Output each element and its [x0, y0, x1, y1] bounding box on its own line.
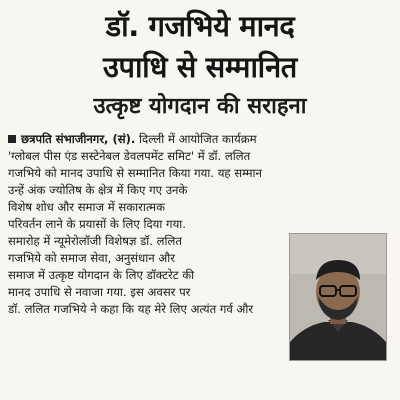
portrait-photo — [289, 233, 387, 361]
headline — [0, 0, 400, 88]
article-line-8: गजभिये को समाज सेवा, अनुसंधान और — [8, 251, 175, 265]
portrait-illustration — [290, 234, 386, 360]
article-line-4: उन्हें अंक ज्योतिष के क्षेत्र में किए गए उनके — [8, 183, 188, 197]
article-line-9: समाज में उत्कृष्ट योगदान के लिए डॉक्टरेट की — [8, 268, 195, 282]
article-line-11: डॉ. ललित गजभिये ने कहा कि यह मेरे लिए अत्यंत गर्व और — [8, 302, 254, 316]
article-line-3: गजभिये को मानद उपाधि से सम्मानित किया गया. यह सम्मान — [8, 166, 262, 180]
article-line-2: 'ग्लोबल पीस एंड सस्टेनेबल डेवलपमेंट समिट' में डॉ. ललित — [8, 149, 251, 163]
headline-line-1: डॉ. गजभिये मानद — [105, 9, 295, 43]
article-line-6: परिवर्तन लाने के प्रयासों के लिए दिया गया. — [8, 217, 186, 231]
article-line-10: मानद उपाधि से नवाजा गया. इस अवसर पर — [8, 285, 191, 299]
subheadline: उत्कृष्ट योगदान की सराहना — [93, 94, 307, 119]
article-line-1 — [8, 131, 390, 148]
article-text: दिल्ली में आयोजित कार्यक्रम — [139, 132, 257, 146]
bullet-marker — [8, 135, 16, 143]
headline-line-2: उपाधि से सम्मानित — [103, 50, 297, 84]
article-line-5: विशेष शोध और समाज में सकारात्मक — [8, 200, 165, 214]
dateline: छत्रपति संभाजीनगर, (सं). — [21, 132, 136, 146]
article-line-7: समारोह में न्यूमेरोलॉजी विशेषज्ञ डॉ. ललित — [8, 234, 183, 248]
